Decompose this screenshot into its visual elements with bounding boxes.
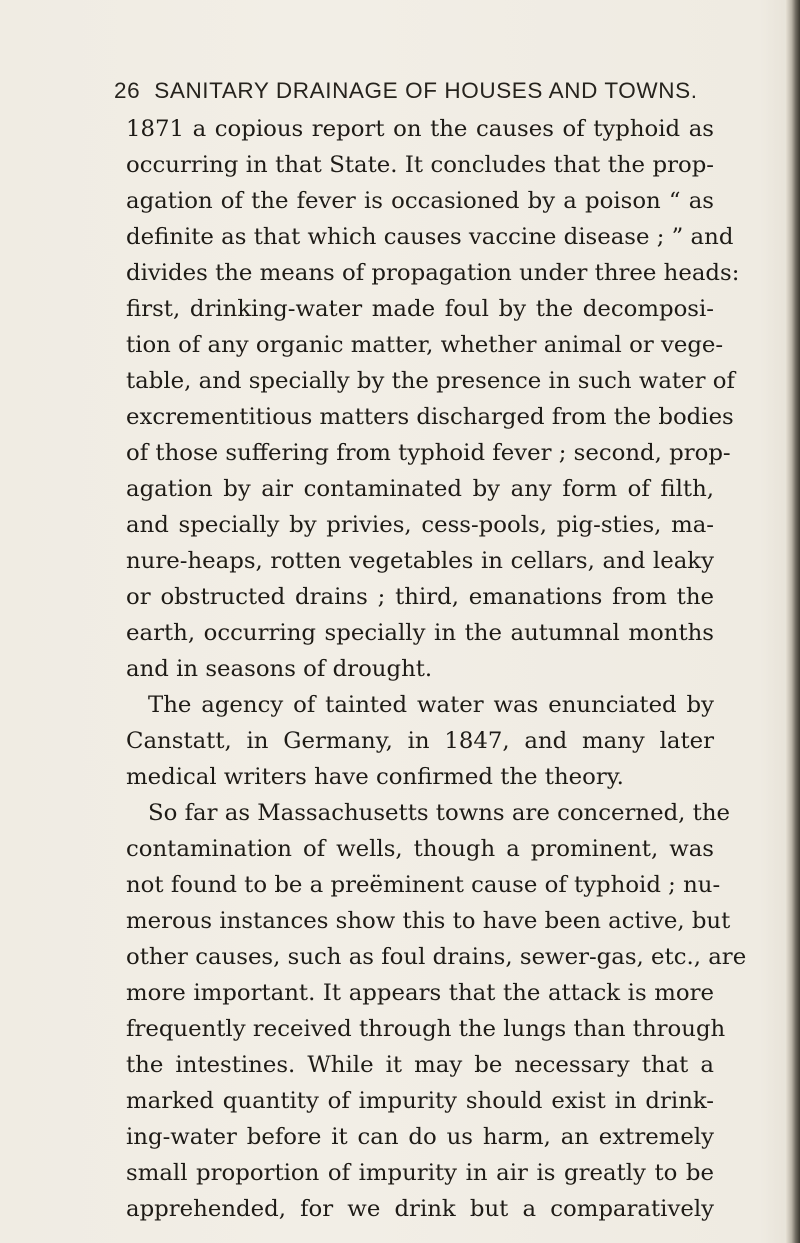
page-number: 26 (114, 78, 141, 103)
text-line: small proportion of impurity in air is greatly to be (126, 1160, 714, 1186)
text-line: other causes, such as foul drains, sewer-gas, etc., are (126, 944, 747, 970)
text-line: marked quantity of impurity should exist in drink- (126, 1088, 714, 1114)
text-line: contamination of wells, though a prominent, was (126, 836, 714, 862)
body-text (126, 111, 747, 1227)
text-line: or obstructed drains ; third, emanations from the (126, 584, 714, 610)
text-line: divides the means of propagation under three heads: (126, 260, 740, 286)
text-line: of those suffering from typhoid fever ; second, prop- (126, 440, 731, 466)
page-edge-shadow (786, 0, 800, 1243)
text-line: nure-heaps, rotten vegetables in cellars, and leaky (126, 548, 714, 574)
text-line: Canstatt, in Germany, in 1847, and many later (126, 728, 714, 754)
text-line: first, drinking-water made foul by the decomposi- (126, 296, 714, 322)
text-line: medical writers have confirmed the theory. (126, 764, 624, 790)
text-line: The agency of tainted water was enunciated by (148, 692, 714, 718)
text-line: agation of the fever is occasioned by a poison “ as (126, 188, 714, 214)
text-line: occurring in that State. It concludes that the prop- (126, 152, 714, 178)
text-line: and specially by privies, cess-pools, pig-sties, ma- (126, 512, 714, 538)
text-line: agation by air contaminated by any form of filth, (126, 476, 714, 502)
text-line: not found to be a preëminent cause of typhoid ; nu- (126, 872, 721, 898)
text-line: definite as that which causes vaccine disease ; ” and (126, 224, 734, 250)
text-line: merous instances show this to have been active, but (126, 908, 731, 934)
text-line: tion of any organic matter, whether animal or vege- (126, 332, 724, 358)
running-header (114, 78, 698, 104)
running-title: SANITARY DRAINAGE OF HOUSES AND TOWNS. (154, 78, 698, 103)
text-line: apprehended, for we drink but a comparatively (126, 1196, 714, 1222)
text-line: the intestines. While it may be necessary that a (126, 1052, 714, 1078)
text-line: So far as Massachusetts towns are concerned, the (148, 800, 730, 826)
text-line: table, and specially by the presence in such water of (126, 368, 735, 394)
text-line: 1871 a copious report on the causes of typhoid as (126, 116, 714, 142)
text-line: ing-water before it can do us harm, an extremely (126, 1124, 714, 1150)
text-line: and in seasons of drought. (126, 656, 433, 682)
text-line: earth, occurring specially in the autumnal months (126, 620, 714, 646)
text-line: frequently received through the lungs than through (126, 1016, 726, 1042)
text-line: excrementitious matters discharged from the bodies (126, 404, 734, 430)
text-line: more important. It appears that the attack is more (126, 980, 714, 1006)
